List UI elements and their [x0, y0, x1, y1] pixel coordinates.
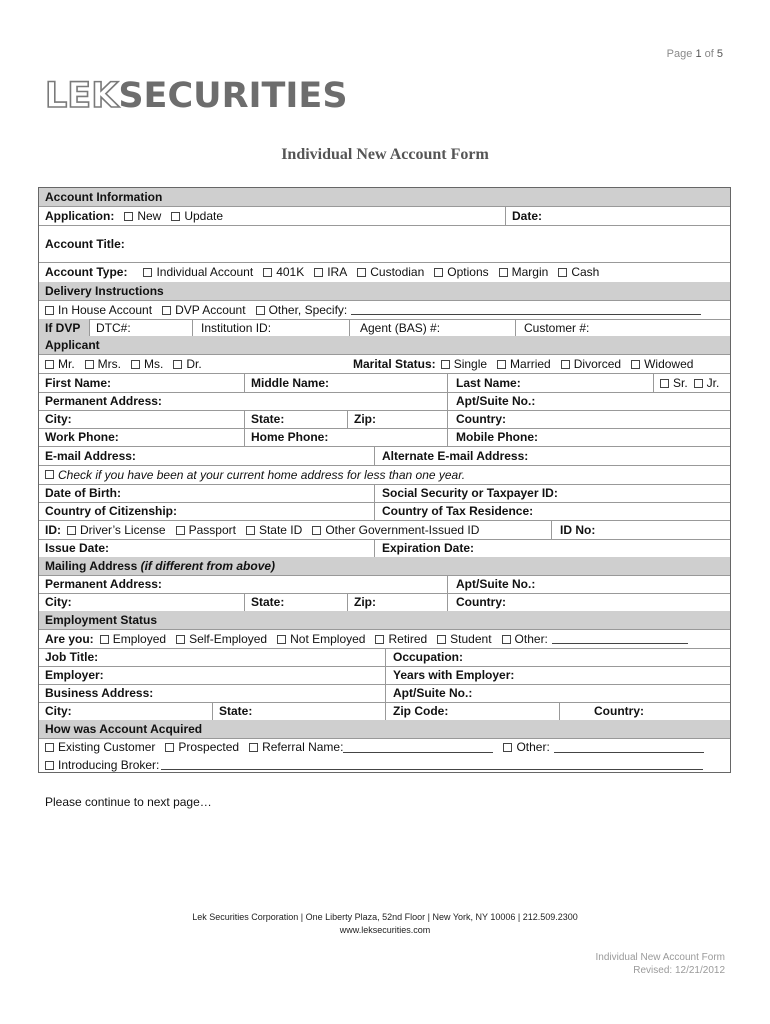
id-row: ID: Driver’s License Passport State ID Other Government-Issued ID ID No: — [39, 520, 730, 540]
mobile-phone-field[interactable]: Mobile Phone: — [447, 428, 538, 446]
form-name: Individual New Account Form — [595, 952, 725, 963]
issue-date-row — [39, 539, 730, 558]
salutation-marital-row: Mr. Mrs. Ms. Dr. Marital Status: Single Married Divorced Widowed — [39, 354, 730, 374]
section-employment-status: Employment Status — [39, 611, 730, 630]
married-checkbox[interactable]: Married — [497, 357, 551, 371]
sr-checkbox[interactable]: Sr. — [660, 376, 688, 390]
alt-email-field[interactable]: Alternate E-mail Address: — [374, 446, 528, 465]
employment-other-line[interactable] — [552, 633, 688, 644]
citizenship-row — [39, 502, 730, 521]
ms-checkbox[interactable]: Ms. — [131, 357, 163, 371]
account-title-field[interactable]: Account Title: — [45, 236, 125, 251]
address-duration-row — [39, 465, 730, 485]
mailing-city-row — [39, 593, 730, 612]
mr-checkbox[interactable]: Mr. — [45, 357, 75, 371]
acquired-options-row — [39, 738, 730, 756]
email-field[interactable]: E-mail Address: — [45, 448, 136, 463]
section-account-acquired: How was Account Acquired — [39, 720, 730, 739]
footer-address: Lek Securities Corporation | One Liberty Plaza, 52nd Floor | New York, NY 10006 | 212.509.2300 — [192, 912, 578, 922]
section-applicant: Applicant — [39, 336, 730, 355]
cash-checkbox[interactable]: Cash — [558, 265, 599, 279]
mailing-state-field[interactable]: State: — [244, 593, 284, 611]
issue-date-field[interactable]: Issue Date: — [45, 541, 110, 555]
other-gov-id-checkbox[interactable]: Other Government-Issued ID — [312, 523, 479, 537]
phone-row — [39, 428, 730, 447]
first-name-field[interactable]: First Name: — [45, 375, 112, 390]
citizenship-field[interactable]: Country of Citizenship: — [45, 504, 177, 518]
existing-customer-checkbox[interactable]: Existing Customer — [45, 740, 155, 754]
occupation-field[interactable]: Occupation: — [385, 648, 463, 666]
section-mailing-address: Mailing Address (if different from above) — [39, 557, 730, 576]
prospected-checkbox[interactable]: Prospected — [165, 740, 239, 754]
state-id-checkbox[interactable]: State ID — [246, 523, 302, 537]
business-address-row — [39, 684, 730, 703]
ssn-field[interactable]: Social Security or Taxpayer ID: — [374, 484, 558, 502]
introducing-broker-row — [39, 756, 730, 773]
introducing-broker-line[interactable] — [161, 759, 703, 770]
permanent-address-row — [39, 392, 730, 411]
institution-id-field[interactable]: Institution ID: — [192, 319, 271, 336]
custodian-checkbox[interactable]: Custodian — [357, 265, 424, 279]
name-row — [39, 373, 730, 393]
self-employed-checkbox[interactable]: Self-Employed — [176, 632, 267, 646]
state-field[interactable]: State: — [244, 410, 284, 428]
dvp-details-row — [39, 319, 730, 337]
widowed-checkbox[interactable]: Widowed — [631, 357, 693, 371]
permanent-address-field[interactable]: Permanent Address: — [45, 394, 162, 408]
single-checkbox[interactable]: Single — [441, 357, 487, 371]
customer-number-field[interactable]: Customer #: — [515, 319, 589, 336]
continue-note: Please continue to next page… — [45, 795, 212, 809]
footer — [0, 911, 770, 937]
retired-checkbox[interactable]: Retired — [375, 632, 427, 646]
mailing-zip-field[interactable]: Zip: — [347, 593, 376, 611]
account-form — [38, 187, 731, 773]
business-country-field[interactable]: Country: — [559, 702, 644, 720]
years-with-employer-field[interactable]: Years with Employer: — [385, 666, 514, 684]
ira-checkbox[interactable]: IRA — [314, 265, 347, 279]
introducing-broker-checkbox[interactable]: Introducing Broker: — [45, 758, 159, 772]
business-state-field[interactable]: State: — [212, 702, 252, 720]
new-checkbox[interactable]: New — [124, 209, 161, 223]
not-employed-checkbox[interactable]: Not Employed — [277, 632, 365, 646]
expiration-date-field[interactable]: Expiration Date: — [374, 539, 474, 557]
city-field[interactable]: City: — [45, 412, 72, 426]
mailing-country-field[interactable]: Country: — [447, 593, 506, 611]
section-account-information: Account Information — [39, 188, 730, 207]
acquired-other-checkbox[interactable]: Other: — [503, 740, 549, 754]
mailing-apt-suite-field[interactable]: Apt/Suite No.: — [447, 575, 535, 593]
dr-checkbox[interactable]: Dr. — [173, 357, 201, 371]
date-of-birth-field[interactable]: Date of Birth: — [45, 486, 121, 500]
id-number-field[interactable]: ID No: — [551, 520, 595, 539]
update-checkbox[interactable]: Update — [171, 209, 223, 223]
referral-checkbox[interactable]: Referral Name: — [249, 740, 343, 754]
account-type-row: Account Type: Individual Account 401K IRA Custodian Options Margin Cash — [39, 262, 730, 283]
other-specify-checkbox[interactable]: Other, Specify: — [256, 303, 348, 317]
business-city-row — [39, 702, 730, 721]
mailing-city-field[interactable]: City: — [45, 595, 72, 609]
revision-date: Revised: 12/21/2012 — [633, 965, 725, 976]
email-row — [39, 446, 730, 466]
margin-checkbox[interactable]: Margin — [499, 265, 549, 279]
mailing-permanent-address-field[interactable]: Permanent Address: — [45, 577, 162, 591]
other-specify-line[interactable] — [351, 304, 701, 315]
dvp-checkbox[interactable]: DVP Account — [162, 303, 246, 317]
jr-checkbox[interactable]: Jr. — [694, 376, 720, 390]
in-house-checkbox[interactable]: In House Account — [45, 303, 152, 317]
footer-website[interactable]: www.leksecurities.com — [339, 925, 431, 935]
address-duration-checkbox[interactable]: Check if you have been at your current home address for less than one year. — [39, 465, 465, 484]
form-title: Individual New Account Form — [281, 146, 489, 163]
if-dvp-label: If DVP — [39, 319, 89, 336]
country-field[interactable]: Country: — [447, 410, 506, 428]
mailing-address-row — [39, 575, 730, 594]
employment-options-row: Are you: Employed Self-Employed Not Employed Retired Student Other: — [39, 629, 730, 649]
dtc-field[interactable]: DTC#: — [89, 319, 131, 336]
business-apt-suite-field[interactable]: Apt/Suite No.: — [385, 684, 472, 702]
employment-other-checkbox[interactable]: Other: — [502, 632, 548, 646]
individual-account-checkbox[interactable]: Individual Account — [143, 265, 253, 279]
employer-field[interactable]: Employer: — [45, 668, 104, 682]
delivery-options-row — [39, 300, 730, 320]
drivers-license-checkbox[interactable]: Driver’s License — [67, 523, 166, 537]
acquired-other-line[interactable] — [554, 742, 704, 753]
business-address-field[interactable]: Business Address: — [45, 686, 154, 700]
tax-residence-field[interactable]: Country of Tax Residence: — [374, 502, 533, 520]
job-title-field[interactable]: Job Title: — [45, 650, 99, 664]
student-checkbox[interactable]: Student — [437, 632, 491, 646]
company-logo: LEKSECURITIES — [45, 76, 348, 116]
business-zip-code-field[interactable]: Zip Code: — [385, 702, 448, 720]
city-row — [39, 410, 730, 429]
employed-checkbox[interactable]: Employed — [100, 632, 166, 646]
work-phone-field[interactable]: Work Phone: — [45, 430, 119, 444]
agent-bas-field[interactable]: Agent (BAS) #: — [349, 319, 440, 336]
options-checkbox[interactable]: Options — [434, 265, 488, 279]
job-title-row — [39, 648, 730, 667]
business-city-field[interactable]: City: — [45, 704, 72, 718]
401k-checkbox[interactable]: 401K — [263, 265, 304, 279]
referral-name-line[interactable] — [343, 742, 493, 753]
page-number: Page 1 of 5 — [666, 48, 723, 60]
section-delivery-instructions: Delivery Instructions — [39, 282, 730, 301]
zip-field[interactable]: Zip: — [347, 410, 376, 428]
divorced-checkbox[interactable]: Divorced — [561, 357, 621, 371]
home-phone-field[interactable]: Home Phone: — [244, 428, 328, 446]
dob-row — [39, 484, 730, 503]
last-name-field[interactable]: Last Name: — [447, 373, 521, 392]
apt-suite-field[interactable]: Apt/Suite No.: — [447, 392, 535, 410]
date-field[interactable]: Date: — [505, 206, 542, 225]
mrs-checkbox[interactable]: Mrs. — [85, 357, 121, 371]
middle-name-field[interactable]: Middle Name: — [244, 373, 329, 392]
form-revision-info — [595, 951, 725, 977]
employer-row — [39, 666, 730, 685]
passport-checkbox[interactable]: Passport — [176, 523, 236, 537]
account-title-row — [39, 225, 730, 263]
application-row: Application: New Update Date: — [39, 206, 730, 226]
